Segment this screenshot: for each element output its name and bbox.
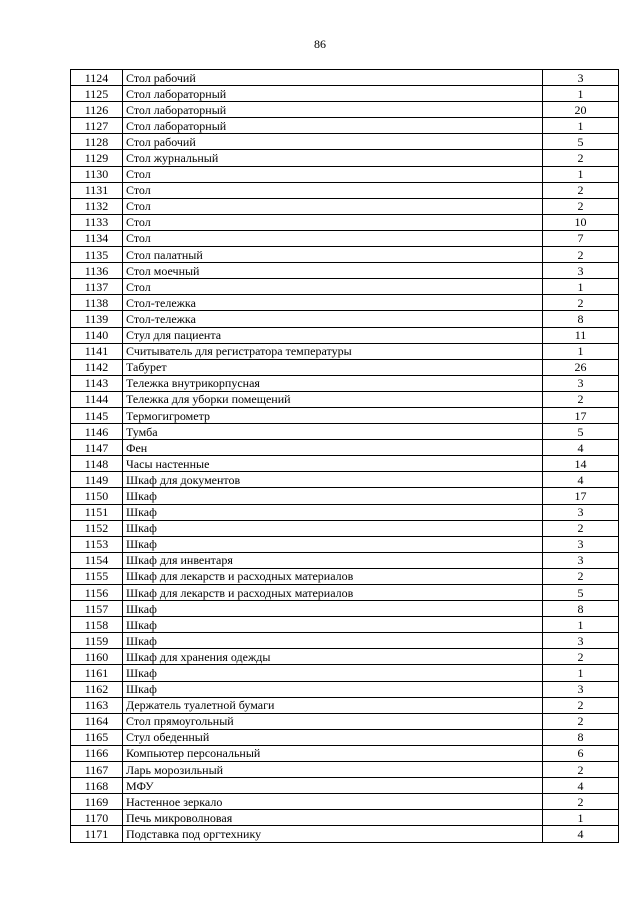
- quantity-cell: 2: [543, 247, 619, 263]
- quantity-cell: 3: [543, 536, 619, 552]
- quantity-cell: 1: [543, 279, 619, 295]
- table-row: [71, 391, 619, 407]
- item-name-cell: Печь микроволновая: [123, 810, 543, 826]
- quantity-cell: 3: [543, 70, 619, 86]
- item-name-cell: Шкаф: [123, 681, 543, 697]
- table-row: [71, 86, 619, 102]
- row-number-cell: 1128: [71, 134, 123, 150]
- table-row: [71, 681, 619, 697]
- item-name-cell: Тележка для уборки помещений: [123, 391, 543, 407]
- quantity-cell: 3: [543, 504, 619, 520]
- table-row: [71, 697, 619, 713]
- item-name-cell: Шкаф: [123, 617, 543, 633]
- row-number-cell: 1157: [71, 601, 123, 617]
- table-row: [71, 585, 619, 601]
- item-name-cell: Фен: [123, 440, 543, 456]
- table-row: [71, 424, 619, 440]
- table-row: [71, 327, 619, 343]
- quantity-cell: 10: [543, 214, 619, 230]
- quantity-cell: 2: [543, 649, 619, 665]
- quantity-cell: 4: [543, 440, 619, 456]
- table-row: [71, 214, 619, 230]
- quantity-cell: 1: [543, 118, 619, 134]
- quantity-cell: 1: [543, 665, 619, 681]
- quantity-cell: 1: [543, 166, 619, 182]
- item-name-cell: Стол: [123, 214, 543, 230]
- item-name-cell: Стол рабочий: [123, 134, 543, 150]
- row-number-cell: 1171: [71, 826, 123, 842]
- table-row: [71, 617, 619, 633]
- table-row: [71, 407, 619, 423]
- quantity-cell: 3: [543, 263, 619, 279]
- table-row: [71, 311, 619, 327]
- table-row: [71, 295, 619, 311]
- quantity-cell: 2: [543, 713, 619, 729]
- table-row: [71, 263, 619, 279]
- row-number-cell: 1156: [71, 585, 123, 601]
- quantity-cell: 1: [543, 343, 619, 359]
- row-number-cell: 1130: [71, 166, 123, 182]
- row-number-cell: 1140: [71, 327, 123, 343]
- quantity-cell: 2: [543, 150, 619, 166]
- table-row: [71, 198, 619, 214]
- quantity-cell: 3: [543, 681, 619, 697]
- row-number-cell: 1154: [71, 552, 123, 568]
- table-row: [71, 102, 619, 118]
- item-name-cell: Стол: [123, 279, 543, 295]
- item-name-cell: Часы настенные: [123, 456, 543, 472]
- item-name-cell: Термогигрометр: [123, 407, 543, 423]
- table-row: [71, 794, 619, 810]
- item-name-cell: Держатель туалетной бумаги: [123, 697, 543, 713]
- table-row: [71, 134, 619, 150]
- row-number-cell: 1127: [71, 118, 123, 134]
- quantity-cell: 2: [543, 568, 619, 584]
- quantity-cell: 8: [543, 601, 619, 617]
- quantity-cell: 11: [543, 327, 619, 343]
- item-name-cell: Шкаф для лекарств и расходных материалов: [123, 585, 543, 601]
- row-number-cell: 1126: [71, 102, 123, 118]
- quantity-cell: 2: [543, 182, 619, 198]
- inventory-table: [70, 69, 619, 843]
- row-number-cell: 1164: [71, 713, 123, 729]
- table-row: [71, 70, 619, 86]
- row-number-cell: 1135: [71, 247, 123, 263]
- table-row: [71, 826, 619, 842]
- item-name-cell: Шкаф для документов: [123, 472, 543, 488]
- row-number-cell: 1169: [71, 794, 123, 810]
- item-name-cell: Шкаф: [123, 536, 543, 552]
- quantity-cell: 20: [543, 102, 619, 118]
- row-number-cell: 1125: [71, 86, 123, 102]
- quantity-cell: 4: [543, 826, 619, 842]
- item-name-cell: Стол рабочий: [123, 70, 543, 86]
- table-row: [71, 713, 619, 729]
- item-name-cell: Компьютер персональный: [123, 745, 543, 761]
- row-number-cell: 1143: [71, 375, 123, 391]
- item-name-cell: Тележка внутрикорпусная: [123, 375, 543, 391]
- item-name-cell: Шкаф для лекарств и расходных материалов: [123, 568, 543, 584]
- row-number-cell: 1158: [71, 617, 123, 633]
- row-number-cell: 1153: [71, 536, 123, 552]
- item-name-cell: Тумба: [123, 424, 543, 440]
- item-name-cell: Стул для пациента: [123, 327, 543, 343]
- quantity-cell: 6: [543, 745, 619, 761]
- row-number-cell: 1150: [71, 488, 123, 504]
- item-name-cell: Шкаф: [123, 520, 543, 536]
- table-row: [71, 729, 619, 745]
- table-row: [71, 440, 619, 456]
- row-number-cell: 1142: [71, 359, 123, 375]
- row-number-cell: 1131: [71, 182, 123, 198]
- quantity-cell: 3: [543, 633, 619, 649]
- quantity-cell: 8: [543, 729, 619, 745]
- quantity-cell: 8: [543, 311, 619, 327]
- quantity-cell: 17: [543, 407, 619, 423]
- row-number-cell: 1170: [71, 810, 123, 826]
- table-row: [71, 504, 619, 520]
- row-number-cell: 1132: [71, 198, 123, 214]
- quantity-cell: 2: [543, 391, 619, 407]
- table-row: [71, 488, 619, 504]
- item-name-cell: Шкаф: [123, 504, 543, 520]
- table-row: [71, 536, 619, 552]
- page-number: 86: [314, 37, 326, 51]
- item-name-cell: Стол журнальный: [123, 150, 543, 166]
- quantity-cell: 2: [543, 520, 619, 536]
- item-name-cell: Стол: [123, 230, 543, 246]
- row-number-cell: 1129: [71, 150, 123, 166]
- quantity-cell: 4: [543, 778, 619, 794]
- item-name-cell: Табурет: [123, 359, 543, 375]
- quantity-cell: 1: [543, 86, 619, 102]
- table-row: [71, 343, 619, 359]
- item-name-cell: Подставка под оргтехнику: [123, 826, 543, 842]
- item-name-cell: Стул обеденный: [123, 729, 543, 745]
- table-row: [71, 118, 619, 134]
- item-name-cell: Шкаф для хранения одежды: [123, 649, 543, 665]
- item-name-cell: Стол-тележка: [123, 295, 543, 311]
- quantity-cell: 1: [543, 810, 619, 826]
- row-number-cell: 1149: [71, 472, 123, 488]
- row-number-cell: 1141: [71, 343, 123, 359]
- quantity-cell: 5: [543, 585, 619, 601]
- item-name-cell: Стол лабораторный: [123, 118, 543, 134]
- row-number-cell: 1162: [71, 681, 123, 697]
- row-number-cell: 1151: [71, 504, 123, 520]
- row-number-cell: 1139: [71, 311, 123, 327]
- quantity-cell: 3: [543, 552, 619, 568]
- table-row: [71, 778, 619, 794]
- item-name-cell: Стол палатный: [123, 247, 543, 263]
- table-row: [71, 601, 619, 617]
- row-number-cell: 1152: [71, 520, 123, 536]
- row-number-cell: 1136: [71, 263, 123, 279]
- table-row: [71, 150, 619, 166]
- quantity-cell: 3: [543, 375, 619, 391]
- row-number-cell: 1124: [71, 70, 123, 86]
- row-number-cell: 1148: [71, 456, 123, 472]
- table-row: [71, 665, 619, 681]
- quantity-cell: 5: [543, 424, 619, 440]
- item-name-cell: Стол-тележка: [123, 311, 543, 327]
- row-number-cell: 1134: [71, 230, 123, 246]
- item-name-cell: Стол: [123, 166, 543, 182]
- row-number-cell: 1160: [71, 649, 123, 665]
- row-number-cell: 1166: [71, 745, 123, 761]
- table-row: [71, 520, 619, 536]
- row-number-cell: 1159: [71, 633, 123, 649]
- table-row: [71, 633, 619, 649]
- row-number-cell: 1144: [71, 391, 123, 407]
- item-name-cell: Шкаф: [123, 488, 543, 504]
- item-name-cell: Стол: [123, 198, 543, 214]
- item-name-cell: Шкаф для инвентаря: [123, 552, 543, 568]
- row-number-cell: 1146: [71, 424, 123, 440]
- quantity-cell: 4: [543, 472, 619, 488]
- table-row: [71, 166, 619, 182]
- quantity-cell: 1: [543, 617, 619, 633]
- row-number-cell: 1137: [71, 279, 123, 295]
- table-row: [71, 552, 619, 568]
- row-number-cell: 1155: [71, 568, 123, 584]
- quantity-cell: 17: [543, 488, 619, 504]
- row-number-cell: 1161: [71, 665, 123, 681]
- row-number-cell: 1147: [71, 440, 123, 456]
- item-name-cell: Стол лабораторный: [123, 102, 543, 118]
- item-name-cell: Ларь морозильный: [123, 762, 543, 778]
- item-name-cell: Стол лабораторный: [123, 86, 543, 102]
- quantity-cell: 14: [543, 456, 619, 472]
- item-name-cell: Считыватель для регистратора температуры: [123, 343, 543, 359]
- item-name-cell: Стол: [123, 182, 543, 198]
- row-number-cell: 1163: [71, 697, 123, 713]
- quantity-cell: 5: [543, 134, 619, 150]
- table-row: [71, 745, 619, 761]
- item-name-cell: Шкаф: [123, 665, 543, 681]
- row-number-cell: 1165: [71, 729, 123, 745]
- item-name-cell: МФУ: [123, 778, 543, 794]
- quantity-cell: 2: [543, 295, 619, 311]
- item-name-cell: Стол моечный: [123, 263, 543, 279]
- item-name-cell: Стол прямоугольный: [123, 713, 543, 729]
- table-row: [71, 456, 619, 472]
- item-name-cell: Шкаф: [123, 601, 543, 617]
- quantity-cell: 2: [543, 198, 619, 214]
- table-row: [71, 375, 619, 391]
- quantity-cell: 2: [543, 762, 619, 778]
- table-row: [71, 810, 619, 826]
- quantity-cell: 2: [543, 794, 619, 810]
- quantity-cell: 2: [543, 697, 619, 713]
- row-number-cell: 1168: [71, 778, 123, 794]
- table-row: [71, 247, 619, 263]
- row-number-cell: 1167: [71, 762, 123, 778]
- table-row: [71, 472, 619, 488]
- table-row: [71, 359, 619, 375]
- quantity-cell: 7: [543, 230, 619, 246]
- table-row: [71, 279, 619, 295]
- row-number-cell: 1138: [71, 295, 123, 311]
- item-name-cell: Шкаф: [123, 633, 543, 649]
- table-row: [71, 649, 619, 665]
- row-number-cell: 1133: [71, 214, 123, 230]
- table-row: [71, 230, 619, 246]
- quantity-cell: 26: [543, 359, 619, 375]
- item-name-cell: Настенное зеркало: [123, 794, 543, 810]
- row-number-cell: 1145: [71, 407, 123, 423]
- table-row: [71, 568, 619, 584]
- table-row: [71, 762, 619, 778]
- inventory-table-body: [71, 70, 619, 843]
- table-row: [71, 182, 619, 198]
